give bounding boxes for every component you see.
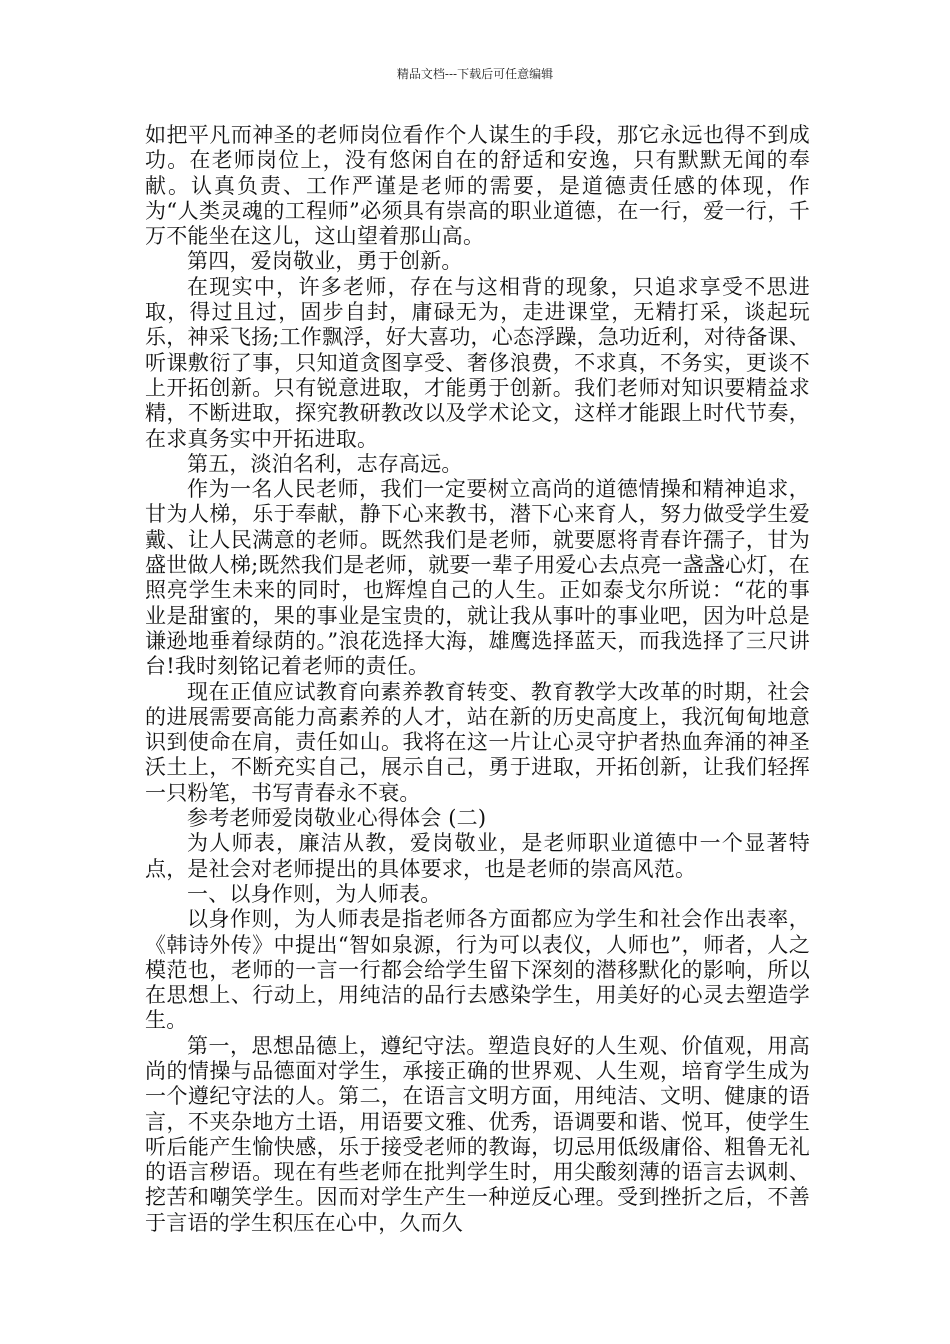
paragraph: 为人师表，廉洁从教，爱岗敬业，是老师职业道德中一个显著特点，是社会对老师提出的具体要求，也是老师的崇高风范。: [145, 831, 810, 881]
paragraph: 第一，思想品德上，遵纪守法。塑造良好的人生观、价值观，用高尚的情操与品德面对学生，承接正确的世界观、人生观，培育学生成为一个遵纪守法的人。第二，在语言文明方面，用纯洁、文明、健康的语言，不夹杂地方土语，用语要文雅、优秀，语调要和谐、悦耳，使学生听后能产生愉快感，乐于接受老师的教诲，切忌用低级庸俗、粗鲁无礼的语言秽语。现在有些老师在批判学生时，用尖酸刻薄的语言去讽刺、挖苦和嘲笑学生。因而对学生产生一种逆反心理。受到挫折之后，不善于言语的学生积压在心中，久而久: [145, 1033, 810, 1235]
section-heading: 第四，爱岗敬业，勇于创新。: [187, 249, 463, 274]
document-body: [145, 123, 810, 1236]
paragraph: 现在正值应试教育向素养教育转变、教育教学大改革的时期，社会的进展需要高能力高素养的人才，站在新的历史高度上，我沉甸甸地意识到使命在肩，责任如山。我将在这一片让心灵守护者热血奔涌的神圣沃土上，不断充实自己，展示自己，勇于进取，开拓创新，让我们轻挥一只粉笔，书写青春永不衰。: [145, 679, 810, 805]
section-heading: 一、以身作则，为人师表。: [187, 881, 442, 906]
paragraph: 以身作则，为人师表是指老师各方面都应为学生和社会作出表率，《韩诗外传》中提出“智如泉源，行为可以表仪，人师也”，师者，人之模范也，老师的一言一行都会给学生留下深刻的潜移默化的影响，所以在思想上、行动上，用纯洁的品行去感染学生，用美好的心灵去塑造学生。: [145, 907, 810, 1033]
page-header: 精品文档---下载后可任意编辑: [396, 67, 554, 81]
paragraph: 在现实中，许多老师，存在与这相背的现象，只追求享受不思进取，得过且过，固步自封，庸碌无为，走进课堂，无精打采，谈起玩乐，神采飞扬;工作飘浮，好大喜功，心态浮躁，急功近利，对待备课、听课敷衍了事，只知道贪图享受、奢侈浪费，不求真，不务实，更谈不上开拓创新。只有锐意进取，才能勇于创新。我们老师对知识要精益求精，不断进取，探究教研教改以及学术论文，这样才能跟上时代节奏，在求真务实中开拓进取。: [145, 274, 810, 451]
paragraph: 如把平凡而神圣的老师岗位看作个人谋生的手段，那它永远也得不到成功。在老师岗位上，没有悠闲自在的舒适和安逸，只有默默无闻的奉献。认真负责、工作严谨是老师的需要，是道德责任感的体现，作为“人类灵魂的工程师”必须具有崇高的职业道德，在一行，爱一行，千万不能坐在这儿，这山望着那山高。: [145, 123, 810, 249]
section-heading: 第五，淡泊名利，志存高远。: [187, 451, 463, 476]
paragraph: 作为一名人民老师，我们一定要树立高尚的道德情操和精神追求，甘为人梯，乐于奉献，静下心来教书，潜下心来育人，努力做受学生爱戴、让人民满意的老师。既然我们是老师，就要愿将青春许孺子，甘为盛世做人梯;既然我们是老师，就要一辈子用爱心去点亮一盏盏心灯，在照亮学生未来的同时，也辉煌自己的人生。正如泰戈尔所说：“花的事业是甜蜜的，果的事业是宝贵的，就让我从事叶的事业吧，因为叶总是谦逊地垂着绿荫的。”浪花选择大海，雄鹰选择蓝天，而我选择了三尺讲台!我时刻铭记着老师的责任。: [145, 477, 810, 679]
article-title: 参考老师爱岗敬业心得体会 (二): [187, 806, 487, 831]
